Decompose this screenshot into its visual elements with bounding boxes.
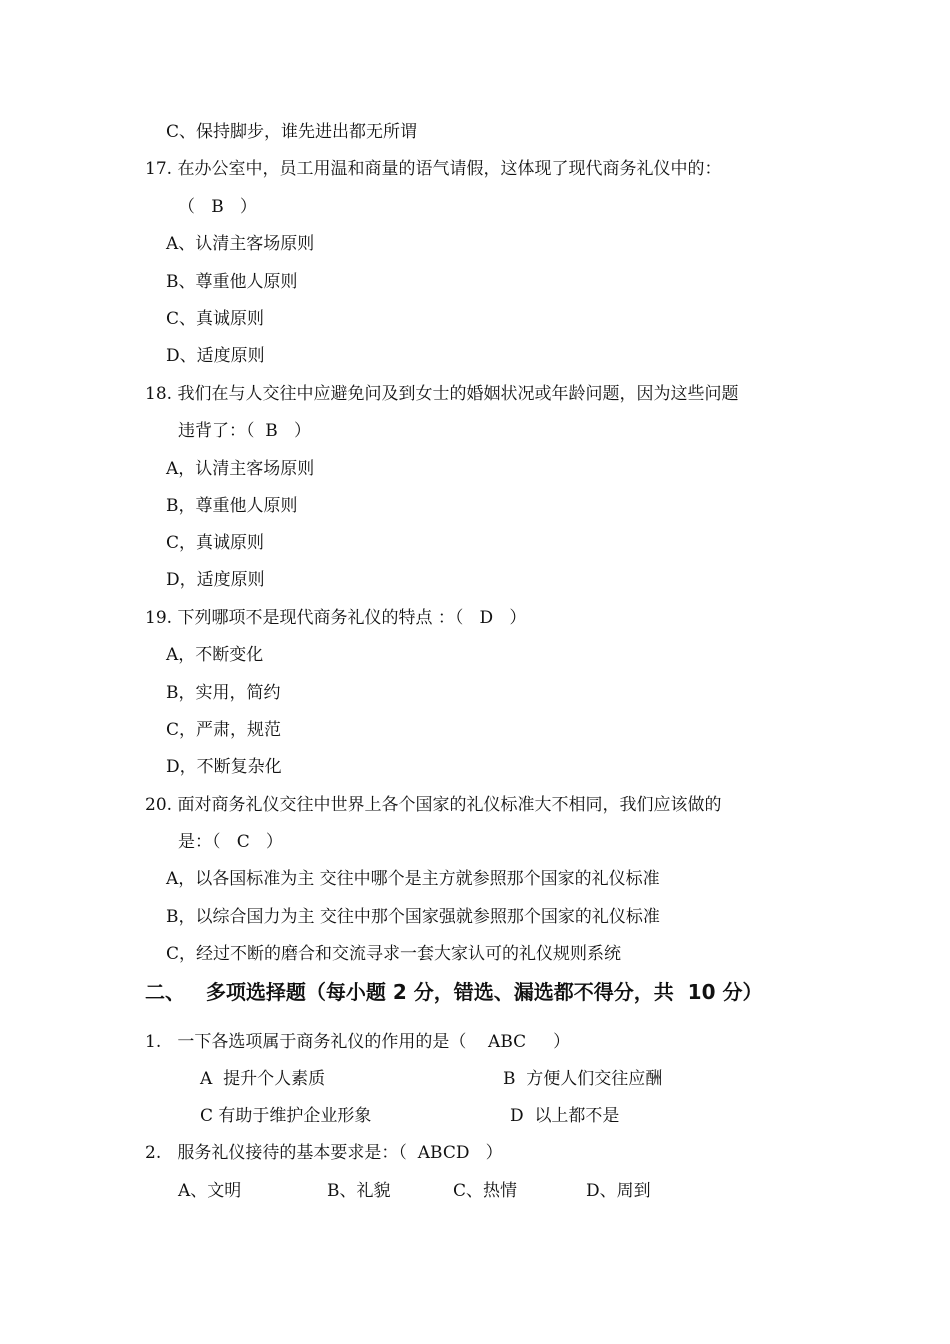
mc-question-1: 1. 一下各选项属于商务礼仪的作用的是（ ABC ） [145, 1032, 571, 1052]
question-19: 19. 下列哪项不是现代商务礼仪的特点 ：（ D ） [145, 608, 527, 628]
option-a-q19: A，不断变化 [166, 645, 264, 665]
mc1-option-d: D 以上都不是 [510, 1106, 620, 1126]
mc2-option-d: D、周到 [586, 1181, 651, 1201]
option-d-q18: D，适度原则 [166, 570, 265, 590]
option-d-q17: D、适度原则 [166, 346, 265, 366]
mc1-option-b: B 方便人们交往应酬 [503, 1069, 663, 1089]
option-b-q20: B，以综合国力为主 交往中那个国家强就参照那个国家的礼仪标准 [166, 907, 660, 927]
question-20: 20. 面对商务礼仪交往中世界上各个国家的礼仪标准大不相同，我们应该做的 [145, 795, 722, 815]
option-c-q18: C，真诚原则 [166, 533, 265, 553]
mc-question-2: 2. 服务礼仪接待的基本要求是：（ ABCD ） [145, 1143, 503, 1163]
mc2-option-c: C、热情 [453, 1181, 518, 1201]
option-c-q17: C、真诚原则 [166, 309, 265, 329]
option-b-q18: B，尊重他人原则 [166, 496, 298, 516]
mc1-option-c: C 有助于维护企业形象 [200, 1106, 372, 1126]
mc1-option-a: A 提升个人素质 [200, 1069, 326, 1089]
option-b-q17: B、尊重他人原则 [166, 272, 298, 292]
answer-q17: （ B ） [178, 197, 257, 217]
answer-q20: 是：（ C ） [178, 832, 283, 852]
option-c-q16: C、保持脚步，谁先进出都无所谓 [166, 122, 418, 142]
mc2-option-b: B、礼貌 [327, 1181, 391, 1201]
option-b-q19: B，实用，简约 [166, 683, 281, 703]
option-c-q20: C，经过不断的磨合和交流寻求一套大家认可的礼仪规则系统 [166, 944, 622, 964]
question-17: 17. 在办公室中，员工用温和商量的语气请假，这体现了现代商务礼仪中的： [145, 159, 722, 179]
option-c-q19: C，严肃，规范 [166, 720, 282, 740]
option-d-q19: D，不断复杂化 [166, 757, 282, 777]
option-a-q18: A，认清主客场原则 [166, 459, 315, 479]
option-a-q20: A，以各国标准为主 交往中哪个是主方就参照那个国家的礼仪标准 [166, 869, 660, 889]
answer-q18: 违背了：（ B ） [178, 421, 312, 441]
mc2-option-a: A、文明 [178, 1181, 242, 1201]
question-18: 18. 我们在与人交往中应避免问及到女士的婚姻状况或年龄问题，因为这些问题 [145, 384, 739, 404]
section-heading-multiple-choice: 二、 多项选择题（每小题 2 分，错选、漏选都不得分，共 10 分） [145, 980, 763, 1004]
option-a-q17: A、认清主客场原则 [166, 234, 315, 254]
